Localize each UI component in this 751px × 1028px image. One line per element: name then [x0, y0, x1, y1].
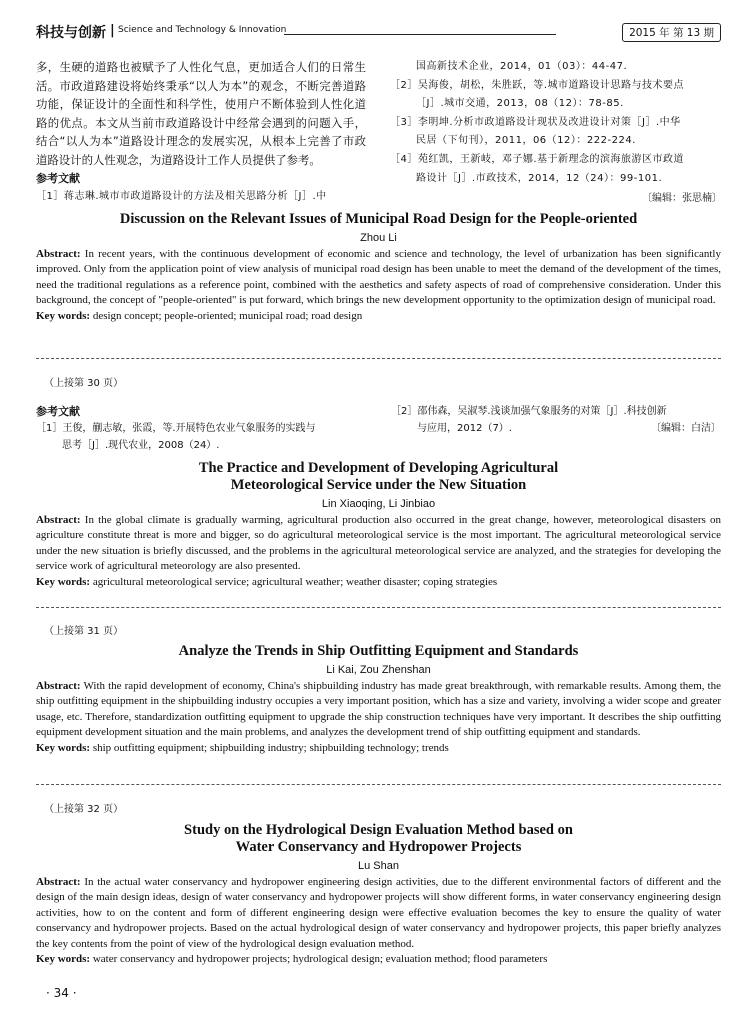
- references-right: [391, 403, 721, 437]
- article-author: Li Kai, Zou Zhenshan: [326, 664, 431, 676]
- reference-continuation: 国高新技术企业，2014，01（03）：44-47.: [416, 61, 628, 72]
- abstract-text: [36, 513, 721, 575]
- abstract-label: Abstract:: [36, 248, 81, 260]
- abstract-text: [36, 247, 721, 309]
- right-column-references: [390, 58, 722, 209]
- abstract-label: Abstract:: [36, 514, 81, 526]
- reference-continuation: 民居（下旬刊），2011，06（12）：222-224.: [416, 135, 636, 147]
- abstract-label: Abstract:: [36, 680, 81, 692]
- abstract-text: [36, 875, 721, 952]
- section-divider: [36, 358, 721, 359]
- reference-continuation: 路设计［J］.市政技术，2014，12（24）：99-101.: [416, 172, 663, 184]
- keywords-label: Key words:: [36, 741, 91, 754]
- keywords-body: agricultural meteorological service; agricultural weather; weather disaster; coping strategies: [90, 575, 498, 588]
- reference-item: ［2］吴海俊，胡松，朱胜跃，等.城市道路设计思路与技术要点: [390, 79, 685, 91]
- reference-item: ［1］蒋志琳.城市市政道路设计的方法及相关思路分析［J］.中: [36, 191, 327, 203]
- references-heading: 参考文献: [36, 405, 80, 418]
- keywords-line: [36, 309, 721, 324]
- continued-references: [36, 403, 721, 451]
- keywords-label: Key words:: [36, 575, 91, 588]
- journal-title-cn: 科技与创新: [36, 25, 106, 41]
- abstract-body: In recent years, with the continuous development of economic and science and technology, the level of urbanization has been significantly improved. Only from the application point of view analysis of municipal road design has been unable to meet the demand of the development of the times, need the traditional regulations as a reference point, combined with the aesthetics and safety aspects of road of comprehensive consideration. Under this background, the concept of "people-oriented" is put forward, which brings the new development opportunity to the optimization design of municipal road.: [36, 248, 721, 307]
- keywords-body: ship outfitting equipment; shipbuilding industry; shipbuilding technology; trends: [90, 741, 449, 754]
- left-column-text: [36, 58, 366, 207]
- reference-continuation: ［J］.城市交通，2013，08（12）：78-85.: [416, 98, 624, 110]
- keywords-body: design concept; people-oriented; municipal road; road design: [90, 309, 363, 322]
- reference-item: ［4］苑红凯，王新岐，邓子娜.基于新理念的滨海旅游区市政道: [390, 153, 685, 165]
- article-title-line2: Water Conservancy and Hydropower Projects: [235, 839, 522, 855]
- article-author: Zhou Li: [360, 232, 397, 244]
- article-title: Analyze the Trends in Ship Outfitting Equipment and Standards: [178, 643, 579, 659]
- article-author: Lu Shan: [358, 860, 399, 872]
- abstract-text: [36, 679, 721, 741]
- abstract-label: Abstract:: [36, 876, 81, 888]
- reference-item: ［3］李明坤.分析市政道路设计现状及改进设计对策［J］.中华: [390, 116, 681, 128]
- article-abstract-4: [36, 822, 721, 967]
- keywords-label: Key words:: [36, 953, 91, 966]
- reference-continuation: 与应用，2012（7）.: [417, 423, 512, 434]
- section-divider: [36, 784, 721, 785]
- continued-from-label: （上接第 32 页）: [44, 804, 124, 815]
- continued-from-label: （上接第 30 页）: [44, 378, 124, 389]
- abstract-body: In the actual water conservancy and hydropower engineering design activities, due to the different environmental factors of different and the design of the main design ideas, design of water conservancy and hydropower projects will show different forms, in water conservancy engineering design activities, how to on the content and form of different engineering design were effective evaluation becomes the key to ensure the quality of water conservancy and hydropower projects. Based on the actual hydrological design of water conservancy and hydropower projects, this paper briefly analyzes the key contents from the point of view of the hydrological design evaluation method.: [36, 876, 721, 950]
- reference-item: ［1］王俊，蒯志敏，张霞，等.开展特色农业气象服务的实践与: [36, 423, 316, 434]
- keywords-line: [36, 575, 721, 590]
- article-title-line1: The Practice and Development of Developing Agricultural: [198, 460, 559, 476]
- keywords-line: [36, 741, 721, 756]
- abstract-body: With the rapid development of economy, China's shipbuilding industry has made great breakthrough, with remarkable results. Among them, the ship outfitting equipment in the shipbuilding industry occupies a very important position, which has a size and variety, involving a wider scope and greater usage, etc. Therefore, standardization outfitting equipment to upgrade the ship construction techniques have very important. It describes the ship outfitting equipment development situation and the main problems, and analyzes the development trend of ship outfitting equipment and standards.: [36, 680, 721, 739]
- header-rule: [284, 34, 556, 35]
- continued-from-label: （上接第 31 页）: [44, 626, 124, 637]
- keywords-body: water conservancy and hydropower projects; hydrological design; evaluation method; flood parameters: [90, 953, 548, 966]
- keywords-line: [36, 952, 721, 967]
- issue-badge: 2015 年 第 13 期: [622, 23, 721, 42]
- body-paragraph: 多，生硬的道路也被赋予了人性化气息，更加适合人们的日常生活。市政道路建设将始终秉承“以人为本”的观念，不断完善道路功能，保证设计的全面性和科学性，使用户不断体验到人性化道路的优点。本文从当前市政道路设计中经常会遇到的问题入手，结合“以人为本”道路设计理念的发展实况，从根本上完善了市政道路设计的人性观念，为道路设计工作人员提供了参考。: [36, 60, 366, 167]
- article-title-line2: Meteorological Service under the New Situation: [230, 477, 527, 493]
- keywords-label: Key words:: [36, 309, 91, 322]
- article-author: Lin Xiaoqing, Li Jinbiao: [321, 498, 436, 510]
- references-heading: 参考文献: [36, 171, 80, 185]
- article-abstract-2: [36, 460, 721, 590]
- reference-item: ［2］邵伟森，吴淑琴.浅谈加强气象服务的对策［J］.科技创新: [391, 406, 667, 417]
- header-separator: |: [110, 23, 115, 38]
- abstract-body: In the global climate is gradually warming, agricultural production also occurred in the great change, however, meteorological disasters on agriculture constitute threat is more and bigger, so do agricultural meteorological service is the most important. The agricultural meteorological service under the new situation is briefly discussed, and the problems in the agricultural meteorological service are analyzed, and the strategies for developing the service work of agricultural meteorology are also presented.: [36, 514, 721, 573]
- section-divider: [36, 607, 721, 608]
- editor-note: 〔编辑：张思楠〕: [642, 193, 722, 205]
- page-number: · 34 ·: [46, 986, 77, 1000]
- article-abstract-3: [36, 643, 721, 756]
- references-left: [36, 403, 371, 454]
- running-header: [36, 22, 721, 44]
- article-title: Discussion on the Relevant Issues of Municipal Road Design for the People-oriented: [119, 211, 638, 227]
- reference-continuation: 思考［J］.现代农业，2008（24）.: [62, 440, 220, 451]
- journal-title-en: Science and Technology & Innovation: [118, 25, 287, 35]
- editor-note: 〔编辑：白洁〕: [651, 423, 721, 434]
- article-title-line1: Study on the Hydrological Design Evaluation Method based on: [184, 822, 573, 838]
- article-abstract-1: [36, 211, 721, 324]
